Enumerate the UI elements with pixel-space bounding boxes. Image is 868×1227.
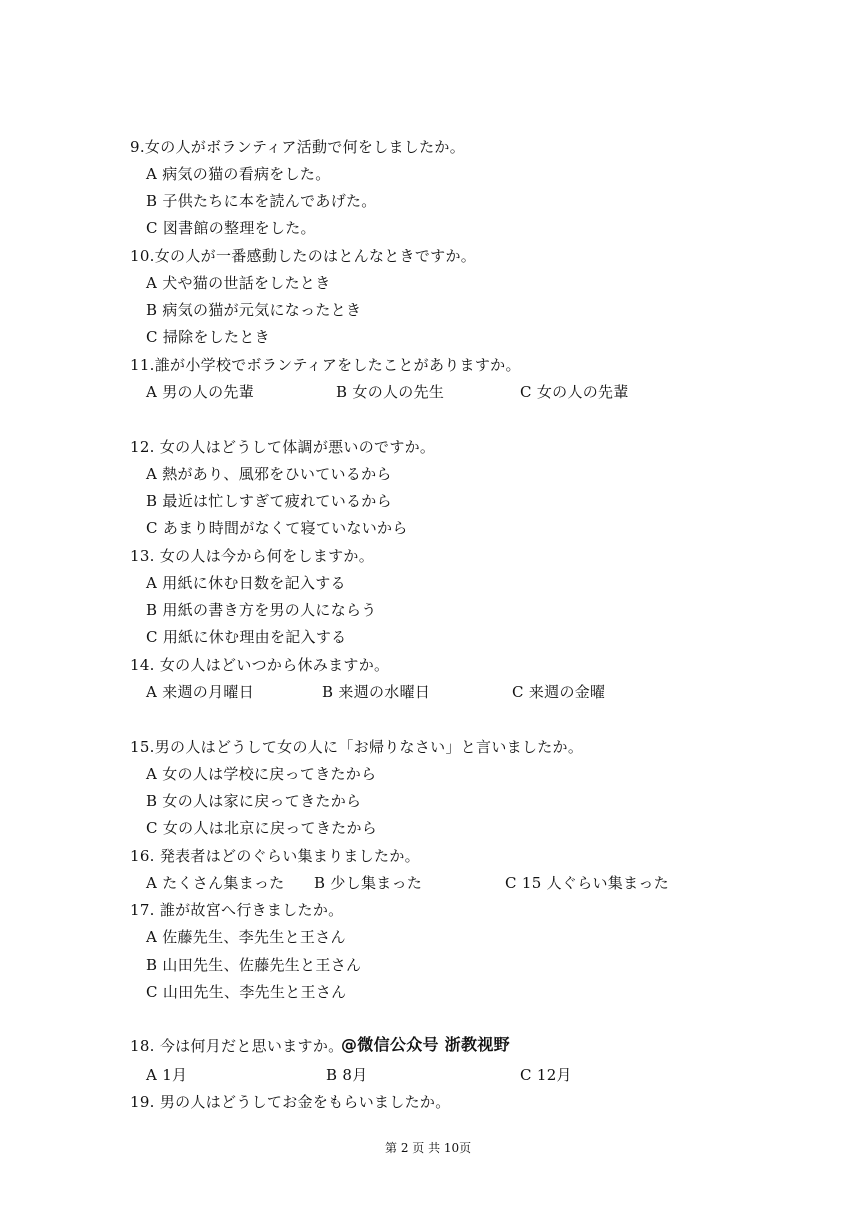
watermark-text: @微信公众号 浙教视野 bbox=[341, 1035, 510, 1054]
question-10-option-b: B 病気の猫が元気になったとき bbox=[146, 301, 362, 319]
question-11-option-b: B 女の人の先生 bbox=[336, 383, 445, 401]
question-14-option-a: A 来週の月曜日 bbox=[146, 683, 255, 701]
question-9-option-b: B 子供たちに本を読んであげた。 bbox=[146, 192, 377, 210]
question-9-stem: 9.女の人がボランティア活動で何をしましたか。 bbox=[130, 138, 466, 156]
question-12-option-c: C あまり時間がなくて寝ていないから bbox=[146, 519, 408, 537]
question-14-stem: 14. 女の人はどいつから休みますか。 bbox=[130, 656, 390, 674]
page-footer: 第 2 页 共 10页 bbox=[385, 1141, 472, 1155]
question-17-option-b: B 山田先生、佐藤先生と王さん bbox=[146, 956, 362, 974]
question-16-option-c: C 15 人ぐらい集まった bbox=[505, 874, 670, 892]
question-17-stem: 17. 誰が故宮へ行きましたか。 bbox=[130, 901, 344, 919]
question-17-option-c: C 山田先生、李先生と王さん bbox=[146, 983, 347, 1001]
question-12-stem: 12. 女の人はどうして体調が悪いのですか。 bbox=[130, 438, 436, 456]
question-18-option-a: A 1月 bbox=[146, 1066, 188, 1084]
question-10-option-a: A 犬や猫の世話をしたとき bbox=[146, 274, 331, 292]
question-10-option-c: C 掃除をしたとき bbox=[146, 328, 270, 346]
question-16-option-b: B 少し集まった bbox=[314, 874, 423, 892]
question-18-option-c: C 12月 bbox=[520, 1066, 572, 1084]
question-13-option-a: A 用紙に休む日数を記入する bbox=[146, 574, 346, 592]
question-15-option-a: A 女の人は学校に戻ってきたから bbox=[146, 765, 377, 783]
question-15-option-c: C 女の人は北京に戻ってきたから bbox=[146, 819, 378, 837]
question-11-stem: 11.誰が小学校でボランティアをしたことがありますか。 bbox=[130, 356, 521, 374]
question-13-option-c: C 用紙に休む理由を記入する bbox=[146, 628, 347, 646]
question-11-option-c: C 女の人の先輩 bbox=[520, 383, 629, 401]
question-18-option-b: B 8月 bbox=[326, 1066, 368, 1084]
question-9-option-c: C 図書館の整理をした。 bbox=[146, 219, 316, 237]
question-18-stem: 18. 今は何月だと思いますか。 bbox=[130, 1037, 344, 1055]
question-13-option-b: B 用紙の書き方を男の人にならう bbox=[146, 601, 377, 619]
question-15-stem: 15.男の人はどうして女の人に「お帰りなさい」と言いましたか。 bbox=[130, 738, 584, 756]
question-15-option-b: B 女の人は家に戻ってきたから bbox=[146, 792, 362, 810]
question-14-option-b: B 来週の水曜日 bbox=[322, 683, 431, 701]
question-14-option-c: C 来週の金曜 bbox=[512, 683, 606, 701]
question-16-option-a: A たくさん集まった bbox=[146, 874, 285, 892]
question-9-option-a: A 病気の猫の看病をした。 bbox=[146, 165, 331, 183]
question-16-stem: 16. 発表者はどのぐらい集まりましたか。 bbox=[130, 847, 420, 865]
question-12-option-b: B 最近は忙しすぎて疲れているから bbox=[146, 492, 392, 510]
question-11-option-a: A 男の人の先輩 bbox=[146, 383, 255, 401]
question-10-stem: 10.女の人が一番感動したのはとんなときですか。 bbox=[130, 247, 477, 265]
question-19-stem: 19. 男の人はどうしてお金をもらいましたか。 bbox=[130, 1093, 451, 1111]
question-13-stem: 13. 女の人は今から何をしますか。 bbox=[130, 547, 375, 565]
question-17-option-a: A 佐藤先生、李先生と王さん bbox=[146, 928, 346, 946]
question-12-option-a: A 熱があり、風邪をひいているから bbox=[146, 465, 392, 483]
